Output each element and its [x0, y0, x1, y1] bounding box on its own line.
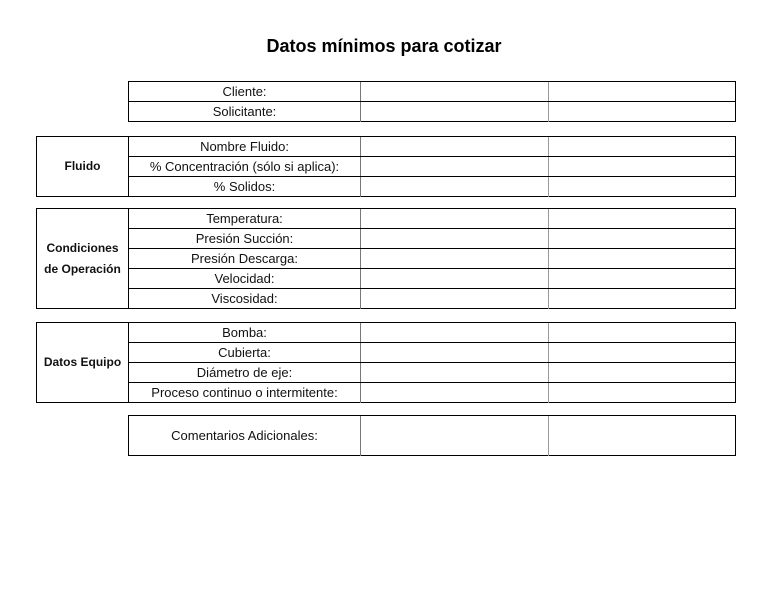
- form-row-solicitante: [129, 102, 735, 122]
- input-cell-velocidad-2[interactable]: [549, 269, 735, 288]
- input-cell-presion-succion-1[interactable]: [361, 229, 549, 248]
- client-section: [128, 81, 736, 122]
- field-label-solidos: % Solidos:: [129, 177, 361, 197]
- input-cell-diametro-eje-1[interactable]: [361, 363, 549, 382]
- category-condiciones-operacion: Condiciones de Operación: [36, 208, 128, 309]
- document-title: Datos mínimos para cotizar: [266, 36, 502, 56]
- input-cell-cubierta-2[interactable]: [549, 343, 735, 362]
- form-row-diametro-eje: [129, 363, 735, 383]
- field-label-bomba: Bomba:: [129, 323, 361, 342]
- operating-conditions-section: [36, 208, 736, 309]
- form-row-presion-succion: [129, 229, 735, 249]
- field-label-velocidad: Velocidad:: [129, 269, 361, 288]
- fluid-section: [36, 136, 736, 197]
- input-cell-temperatura-2[interactable]: [549, 209, 735, 228]
- form-row-concentracion: [129, 157, 735, 177]
- form-row-nombre-fluido: [129, 137, 735, 157]
- field-label-comentarios: Comentarios Adicionales:: [129, 416, 361, 456]
- form-row-proceso: [129, 383, 735, 403]
- form-row-temperatura: [129, 209, 735, 229]
- input-cell-proceso-1[interactable]: [361, 383, 549, 403]
- input-cell-cliente-2[interactable]: [549, 82, 735, 101]
- form-row-solidos: [129, 177, 735, 197]
- equipment-section: [36, 322, 736, 403]
- operating-rows: [128, 208, 736, 309]
- field-label-presion-descarga: Presión Descarga:: [129, 249, 361, 268]
- field-label-concentracion: % Concentración (sólo si aplica):: [129, 157, 361, 176]
- input-cell-viscosidad-2[interactable]: [549, 289, 735, 309]
- field-label-cliente: Cliente:: [129, 82, 361, 101]
- input-cell-presion-succion-2[interactable]: [549, 229, 735, 248]
- input-cell-presion-descarga-2[interactable]: [549, 249, 735, 268]
- input-cell-temperatura-1[interactable]: [361, 209, 549, 228]
- field-label-nombre-fluido: Nombre Fluido:: [129, 137, 361, 156]
- form-row-bomba: [129, 323, 735, 343]
- input-cell-proceso-2[interactable]: [549, 383, 735, 403]
- input-cell-concentracion-2[interactable]: [549, 157, 735, 176]
- input-cell-solicitante-1[interactable]: [361, 102, 549, 122]
- input-cell-nombre-fluido-2[interactable]: [549, 137, 735, 156]
- comments-section: [128, 415, 736, 456]
- input-cell-cubierta-1[interactable]: [361, 343, 549, 362]
- comments-rows: [128, 415, 736, 456]
- input-cell-comentarios-1[interactable]: [361, 416, 549, 456]
- input-cell-solidos-1[interactable]: [361, 177, 549, 197]
- field-label-temperatura: Temperatura:: [129, 209, 361, 228]
- client-rows: [128, 81, 736, 122]
- field-label-presion-succion: Presión Succión:: [129, 229, 361, 248]
- form-row-presion-descarga: [129, 249, 735, 269]
- input-cell-bomba-2[interactable]: [549, 323, 735, 342]
- equipment-rows: [128, 322, 736, 403]
- form-row-cliente: [129, 82, 735, 102]
- field-label-proceso: Proceso continuo o intermitente:: [129, 383, 361, 403]
- input-cell-diametro-eje-2[interactable]: [549, 363, 735, 382]
- form-row-viscosidad: [129, 289, 735, 309]
- input-cell-velocidad-1[interactable]: [361, 269, 549, 288]
- form-row-velocidad: [129, 269, 735, 289]
- form-row-cubierta: [129, 343, 735, 363]
- category-fluido: Fluido: [36, 136, 128, 197]
- category-datos-equipo: Datos Equipo: [36, 322, 128, 403]
- field-label-solicitante: Solicitante:: [129, 102, 361, 122]
- form-row-comentarios: [129, 416, 735, 456]
- input-cell-solidos-2[interactable]: [549, 177, 735, 197]
- input-cell-cliente-1[interactable]: [361, 82, 549, 101]
- input-cell-presion-descarga-1[interactable]: [361, 249, 549, 268]
- input-cell-comentarios-2[interactable]: [549, 416, 735, 456]
- input-cell-viscosidad-1[interactable]: [361, 289, 549, 309]
- input-cell-concentracion-1[interactable]: [361, 157, 549, 176]
- fluid-rows: [128, 136, 736, 197]
- input-cell-bomba-1[interactable]: [361, 323, 549, 342]
- input-cell-nombre-fluido-1[interactable]: [361, 137, 549, 156]
- field-label-viscosidad: Viscosidad:: [129, 289, 361, 309]
- input-cell-solicitante-2[interactable]: [549, 102, 735, 122]
- field-label-diametro-eje: Diámetro de eje:: [129, 363, 361, 382]
- field-label-cubierta: Cubierta:: [129, 343, 361, 362]
